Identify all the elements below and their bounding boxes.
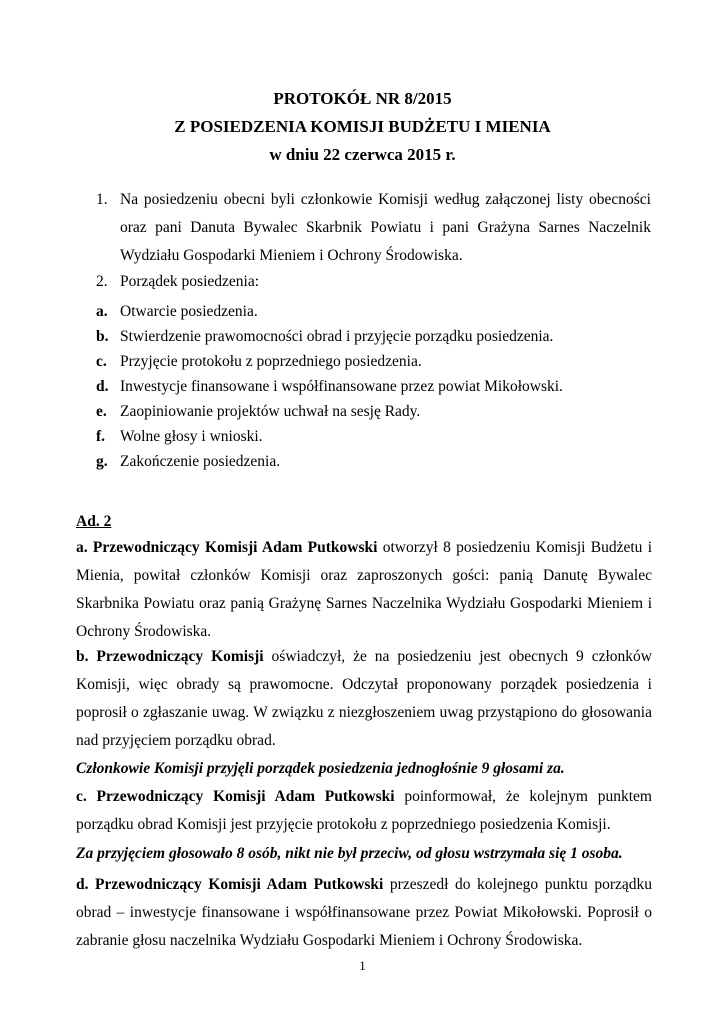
item-number: 2. [96,273,108,290]
page-number: 1 [359,958,366,973]
vote-text: Członkowie Komisji przyjęli porządek posiedzenia jednogłośnie 9 głosami za. [76,760,565,777]
agenda-text: Wolne głosy i wnioski. [120,428,263,445]
agenda-item [96,423,651,451]
item-number: 1. [96,191,108,208]
agenda-letter: c. [96,353,107,370]
paragraph-a [76,534,652,646]
speaker-label: a. Przewodniczący Komisji Adam Putkowski [76,539,378,556]
paragraph-d [76,871,652,955]
vote-result-c [76,840,652,868]
agenda-item [96,448,651,476]
speaker-label: b. Przewodniczący Komisji [76,648,264,665]
agenda-text: Zaopiniowanie projektów uchwał na sesję Rady. [120,403,421,420]
agenda-text: Inwestycje finansowane i współfinansowane przez powiat Mikołowski. [120,378,563,395]
meeting-date: w dniu 22 czerwca 2015 r. [269,145,456,164]
speaker-label: d. Przewodniczący Komisji Adam Putkowski [76,876,384,893]
paragraph-text: oświadczył, że na posiedzeniu jest obecnych 9 członków Komisji, więc obrady są prawomocne. Odczytał proponowany porządek posiedzenia i poprosił o zgłaszanie uwag. W związku z niezgłoszeniem uwag przystąpiono do głosowania nad przyjęciem porządku obrad. [76,648,652,749]
vote-result-b [76,755,652,783]
agenda-item [96,373,651,401]
agenda-letter: f. [96,428,106,445]
paragraph-text: przeszedł do kolejnego punktu porządku obrad – inwestycje finansowane i współfinansowane przez Powiat Mikołowski. Poprosił o zabranie głosu naczelnika Wydziału Gospodarki Mieniem i Ochrony Środowiska. [76,876,652,949]
agenda-letter: g. [96,453,108,470]
paragraph-text: poinformował, że kolejnym punktem porządku obrad Komisji jest przyjęcie protokołu z poprzedniego posiedzenia Komisji. [76,788,652,833]
agenda-item [96,298,651,326]
agenda-item [96,398,651,426]
protocol-title: PROTOKÓŁ NR 8/2015 [273,89,452,108]
agenda-item [96,323,651,351]
paragraph-text: otworzył 8 posiedzeniu Komisji Budżetu i Mienia, powitał członków Komisji oraz zaproszonych gości: panią Danutę Bywalec Skarbnika Powiatu oraz panią Grażynę Sarnes Naczelnika Wydziału Gospodarki Mieniem i Ochrony Środowiska. [76,539,652,640]
agenda-text: Otwarcie posiedzenia. [120,303,258,320]
agenda-item [96,348,651,376]
agenda-text: Przyjęcie protokołu z poprzedniego posiedzenia. [120,353,422,370]
agenda-letter: a. [96,303,108,320]
agenda-letter: b. [96,328,109,345]
agenda-letter: d. [96,378,109,395]
speaker-label: c. Przewodniczący Komisji Adam Putkowski [76,788,395,805]
agenda-text: Zakończenie posiedzenia. [120,453,281,470]
agenda-letter: e. [96,403,107,420]
item-text: Na posiedzeniu obecni byli członkowie Komisji według załączonej listy obecności oraz pani Danuta Bywalec Skarbnik Powiatu i pani Grażyna Sarnes Naczelnik Wydziału Gospodarki Mieniem i Ochrony Środowiska. [120,191,651,264]
vote-text: Za przyjęciem głosowało 8 osób, nikt nie był przeciw, od głosu wstrzymała się 1 osoba. [76,845,623,862]
item-text: Porządek posiedzenia: [120,273,260,290]
numbered-item-1 [96,186,651,270]
committee-title: Z POSIEDZENIA KOMISJI BUDŻETU I MIENIA [174,117,551,136]
paragraph-b [76,643,652,755]
numbered-item-2 [96,268,651,296]
section-heading: Ad. 2 [76,513,112,530]
agenda-text: Stwierdzenie prawomocności obrad i przyjęcie porządku posiedzenia. [120,328,554,345]
paragraph-c [76,783,652,839]
